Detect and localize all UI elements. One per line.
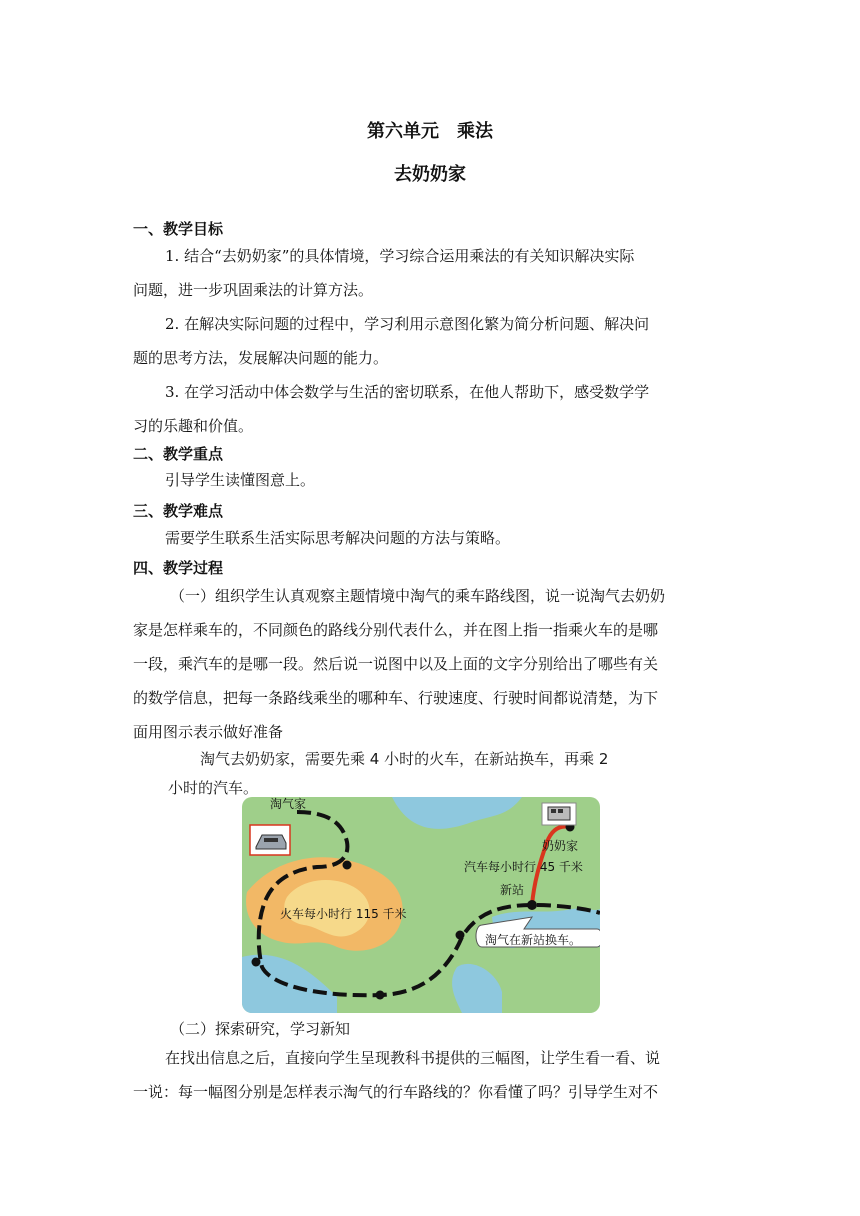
callout-text: 淘气在新站换车。 [485,933,582,947]
lesson-title: 去奶奶家 [394,164,466,185]
goal-1-line-1: 1. 结合“去奶奶家”的具体情境，学习综合运用乘法的有关知识解决实际 [165,247,635,265]
label-train-speed: 火车每小时行 115 千米 [280,907,407,921]
route-map [242,797,600,1013]
process-p1-line-3: 一段，乘汽车的是哪一段。然后说一说图中以及上面的文字分别给出了哪些有关 [133,655,659,673]
label-home: 淘气家 [270,797,307,811]
goal-3-line-2: 习的乐趣和价值。 [133,417,254,435]
process-p2-line-2: 一说：每一幅图分别是怎样表示淘气的行车路线的？你看懂了吗？引导学生对不 [133,1083,659,1101]
goal-2-line-2: 题的思考方法，发展解决问题的能力。 [133,349,389,367]
route-stop [376,991,385,1000]
section-heading-difficulty: 三、教学难点 [133,502,224,520]
section-heading-process: 四、教学过程 [133,559,224,577]
subsection-heading-explore: （二）探索研究，学习新知 [170,1020,351,1038]
process-p2-line-1: 在找出信息之后，直接向学生呈现教科书提供的三幅图，让学生看一看、说 [165,1049,661,1067]
keypoint-text: 引导学生读懂图意上。 [165,471,316,489]
station-point [527,900,537,910]
route-stop [343,861,352,870]
figure-caption-line-2: 小时的汽车。 [168,779,259,797]
section-heading-keypoints: 二、教学重点 [133,445,224,463]
goal-1-line-2: 问题，进一步巩固乘法的计算方法。 [133,281,374,299]
process-p1-line-2: 家是怎样乘车的，不同颜色的路线分别代表什么，并在图上指一指乘火车的是哪 [133,621,659,639]
label-bus-speed: 汽车每小时行 45 千米 [464,860,583,874]
goal-2-line-1: 2. 在解决实际问题的过程中，学习利用示意图化繁为简分析问题、解决问 [165,315,650,333]
unit-title: 第六单元 乘法 [367,121,493,142]
bus-icon [542,803,576,825]
process-p1-line-4: 的数学信息，把每一条路线乘坐的哪种车、行驶速度、行驶时间都说清楚，为下 [133,689,659,707]
label-station: 新站 [500,883,525,897]
goal-3-line-1: 3. 在学习活动中体会数学与生活的密切联系，在他人帮助下，感受数学学 [165,383,650,401]
figure-caption-line-1: 淘气去奶奶家，需要先乘 4 小时的火车，在新站换车，再乘 2 [200,750,609,768]
route-stop [456,931,465,940]
label-grandma-home: 奶奶家 [542,839,579,853]
section-heading-goals: 一、教学目标 [133,220,224,238]
difficulty-text: 需要学生联系生活实际思考解决问题的方法与策略。 [165,529,511,547]
process-p1-line-5: 面用图示表示做好准备 [133,723,284,741]
route-map-figure [160,745,680,1015]
train-icon [250,825,290,855]
process-p1-line-1: （一）组织学生认真观察主题情境中淘气的乘车路线图，说一说淘气去奶奶 [170,587,666,605]
route-stop [252,958,261,967]
